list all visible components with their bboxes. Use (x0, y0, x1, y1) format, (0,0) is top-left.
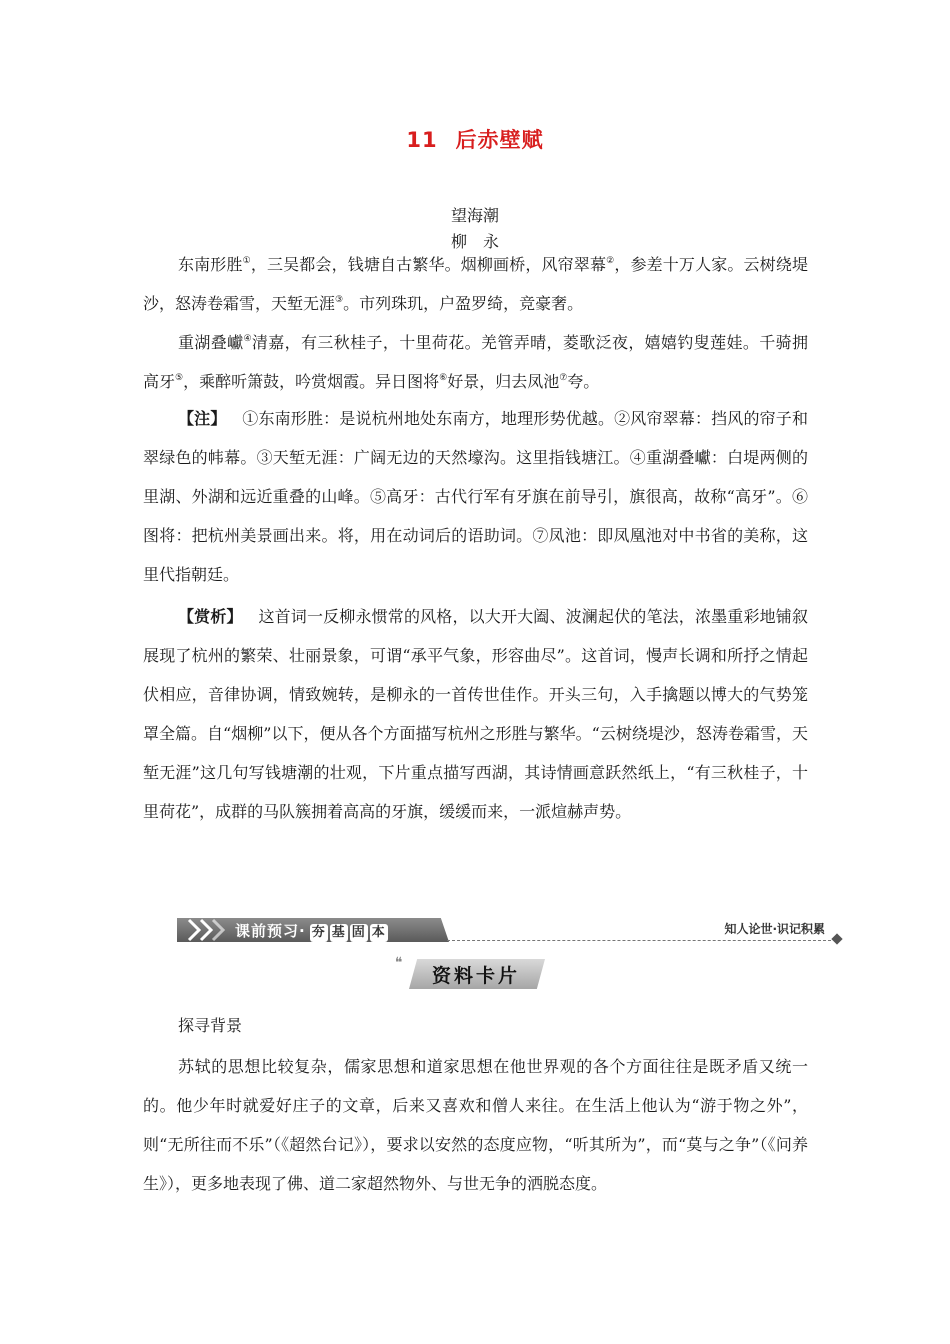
poem-text: 夸。 (567, 372, 600, 391)
poem-text: 东南形胜 (178, 255, 243, 274)
banner-boxed-chars (310, 924, 388, 942)
banner-char: 夯 (311, 925, 326, 940)
poem-text: ，三吴都会，钱塘自古繁华。烟柳画桥，风帘翠幕 (250, 255, 607, 274)
section-label: 探寻背景 (178, 1016, 243, 1035)
appreciation-paragraph (143, 597, 808, 831)
banner-char: 固 (351, 925, 366, 940)
banner-label (235, 920, 388, 942)
footnote-marker: ⑥ (439, 373, 448, 383)
notes-text: ①东南形胜：是说杭州地处东南方，地理形势优越。②风帘翠幕：挡风的帘子和翠绿色的帏幕。③天堑无涯：广阔无边的天然壕沟。这里指钱塘江。④重湖叠巘：白堤两侧的里湖、外湖和远近重叠的山峰。⑤高牙：古代行军有牙旗在前导引，旗很高，故称“高牙”。⑥图将：把杭州美景画出来。将，用在动词后的语助词。⑦凤池：即凤凰池对中书省的美称，这里代指朝廷。 (143, 409, 808, 584)
banner-right-text: 知人论世·识记积累 (724, 922, 825, 936)
card-heading (395, 955, 549, 993)
poem-title: 望海潮 (450, 206, 499, 225)
diamond-icon (831, 933, 842, 944)
poem-text: 。市列珠玑，户盈罗绮，竞豪奢。 (343, 294, 584, 313)
footnote-marker: ① (242, 256, 251, 266)
banner-char: 本 (371, 925, 386, 940)
poem-author: 柳永 (450, 232, 515, 251)
banner-char: 基 (331, 925, 346, 940)
notes-paragraph (143, 399, 808, 594)
appreciation-tag: 【赏析】 (178, 607, 243, 626)
section-banner (177, 916, 841, 948)
poem-text: 重湖叠巘 (178, 333, 244, 352)
footnote-marker: ④ (243, 334, 252, 344)
footnote-marker: ② (606, 256, 615, 266)
poem-text: ，参差十万人家。云树绕堤沙，怒涛卷霜雪，天堑无涯 (143, 255, 808, 313)
banner-label-text: 课前预习· (235, 922, 306, 940)
appreciation-text: 这首词一反柳永惯常的风格，以大开大阖、波澜起伏的笔法，浓墨重彩地铺叙展现了杭州的繁荣、壮丽景象，可谓“承平气象，形容曲尽”。这首词，慢声长调和所抒之情起伏相应，音律协调，情致婉转，是柳永的一首传世佳作。开头三句，入手擒题以博大的气势笼罩全篇。自“烟柳”以下，便从各个方面描写杭州之形胜与繁华。“云树绕堤沙，怒涛卷霜雪，天堑无涯”这几句写钱塘潮的壮观，下片重点描写西湖，其诗情画意跃然纸上，“有三秋桂子，十里荷花”，成群的马队簇拥着高高的牙旗，缓缓而来，一派煊赫声势。 (143, 607, 808, 821)
poem-text: ，乘醉听箫鼓，吟赏烟霞。异日图将 (183, 372, 440, 391)
notes-tag: 【注】 (178, 409, 227, 428)
chevron-right-icon (185, 918, 229, 942)
card-heading-label: 资料卡片 (431, 965, 520, 987)
lesson-title (0, 124, 950, 154)
quote-mark-icon: ❝ (395, 955, 403, 971)
poem-stanza-2 (143, 323, 808, 401)
poem-text: 好景，归去凤池 (447, 372, 560, 391)
footnote-marker: ⑤ (175, 373, 184, 383)
background-paragraph: 苏轼的思想比较复杂，儒家思想和道家思想在他世界观的各个方面往往是既矛盾又统一的。他少年时就爱好庄子的文章，后来又喜欢和僧人来往。在生活上他认为“游于物之外”，则“无所往而不乐”（《超然台记》），要求以安然的态度应物，“听其所为”，而“莫与之争”（《问养生》），更多地表现了佛、道二家超然物外、与世无争的洒脱态度。 (143, 1057, 808, 1193)
footnote-marker: ⑦ (559, 373, 568, 383)
lesson-number: 11 (406, 128, 438, 152)
lesson-title-text: 后赤壁赋 (455, 128, 544, 152)
poem-stanza-1 (143, 245, 808, 323)
poem-text: 清嘉，有三秋桂子，十里荷花。羌管弄晴，菱歌泛夜，嬉嬉钓叟莲娃。千骑拥高牙 (143, 333, 808, 391)
banner-dashed-rule (447, 940, 831, 941)
footnote-marker: ③ (335, 295, 344, 305)
